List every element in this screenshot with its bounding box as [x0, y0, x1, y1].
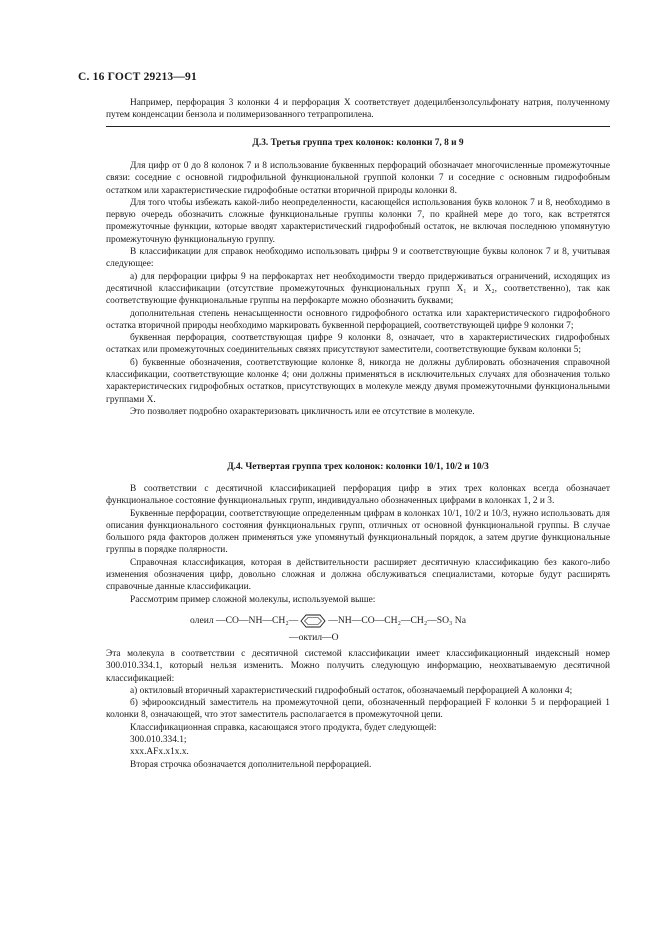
d3-paragraph-4: а) для перфорации цифры 9 на перфокартах нет необходимости твердо придерживаться ограничений, исходящих из десятичной классификации (отсутствие промежуточных функциональных групп X₁ и X₂, соответственно), так как соответствующие функциональные группы на перфокарте можно обозначить буквами; [106, 271, 610, 307]
formula-substituent: —октил—O [289, 632, 339, 643]
d4-paragraph-2: Буквенные перфорации, соответствующие определенным цифрам в колонках 10/1, 10/2 и 10/3, нужно использовать для описания функционального состояния функциональных групп, отличных от основной функциональной группы. В случае большого ряда факторов должен применяться уже упомянутый функциональный порядок, а затем другие функциональные группы в порядке полярности. [106, 508, 610, 556]
d3-paragraph-5: дополнительная степень ненасыщенности основного гидрофобного остатка или характеристического гидрофобного остатка вторичной природы необходимо маркировать буквенной перфорацией, соответствующей цифре 9 колонки 7; [106, 308, 610, 331]
d3-paragraph-6: буквенная перфорация, соответствующая цифре 9 колонки 8, означает, что в характеристических гидрофобных остатках или промежуточных соединительных связях присутствуют заместители, соответствующие буквам колонки 5; [106, 333, 610, 356]
intro-paragraph: Например, перфорация 3 колонки 4 и перфорация X соответствует додецилбензолсульфонату натрия, полученному путем конденсации бензола и полимеризованного тетрапропилена. [106, 98, 610, 121]
section-d3-body [106, 160, 610, 418]
section-d4-body [106, 483, 610, 606]
d3-paragraph-7: б) буквенные обозначения, соответствующие колонке 8, никогда не должны дублировать обозначения справочной классификации, соответствующие колонке 4; они должны применяться в исключительных случаях для обозначения только характеристических гидрофобных остатков, присутствующих в молекуле между двумя промежуточными функциональными группами X. [106, 357, 610, 405]
divider-top [106, 126, 610, 127]
formula-right: —NH—CO—CH₂—CH₂—SO₃ Na [328, 615, 466, 627]
d4-paragraph-4: Рассмотрим пример сложной молекулы, используемой выше: [130, 594, 376, 605]
molecule-formula [190, 614, 466, 628]
d3-paragraph-2: Для того чтобы избежать какой-либо неопределенности, касающейся использования букв колонок 7 и 8, необходимо в первую очередь обозначить сложные функциональные группы колонки 7, по крайней мере до того, как встретятся промежуточные функции, которые вводят характеристический гидрофобный остаток, не включая последнюю упомянутую промежуточную функциональную группу. [106, 197, 610, 245]
d4-after-1: Эта молекула в соответствии с десятичной системой классификации имеет классификационный индексный номер 300.010.334.1, который нельзя изменить. Можно получить следующую информацию, неохватываемую десятичной классификацией: [106, 649, 610, 684]
d3-paragraph-3: В классификации для справок необходимо использовать цифры 9 и соответствующие буквы колонок 7 и 8, учитывая следующее: [106, 247, 610, 270]
d3-paragraph-1: Для цифр от 0 до 8 колонок 7 и 8 использование буквенных перфораций обозначает многочисленные промежуточные связи: соседние с основной гидрофильной функциональной группой колонки 7 и соседние с основным гидрофобным остатком или характеристические гидрофобные остатки вторичной природы колонки 8. [106, 161, 610, 196]
section-d4-heading: Д.4. Четвертая группа трех колонок: колонки 10/1, 10/2 и 10/3 [227, 462, 489, 472]
benzene-ring-icon [300, 614, 326, 628]
section-d3-heading: Д.3. Третья группа трех колонок: колонки 7, 8 и 9 [252, 138, 464, 148]
d4-paragraph-1: В соответствии с десятичной классификацией перфорация цифр в этих трех колонках всегда обозначает функциональное состояние функциональных групп, индивидуально обозначенных цифрами в колонках 1, 2 и 3. [106, 484, 610, 507]
d4-after-3: б) эфирооксидный заместитель на промежуточной цепи, обозначенный перфорацией F колонки 5 и перфорацией 1 колонки 8, означающей, что этот заместитель располагается в промежуточной цепи. [106, 698, 610, 721]
page-header: С. 16 ГОСТ 29213—91 [78, 71, 197, 83]
d4-after-5: 300.010.334.1; [130, 735, 187, 746]
formula-left: олеил —CO—NH—CH₂— [190, 615, 299, 627]
d3-paragraph-8: Это позволяет подробно охарактеризовать цикличность или ее отсутствие в молекуле. [130, 406, 475, 417]
d4-paragraph-3: Справочная классификация, которая в действительности расширяет десятичную классификацию без какого-либо изменения обозначения цифр, довольно сложная и должна обслуживаться специалистами, которые будут расширять справочные данные классификации. [106, 557, 610, 593]
d4-after-6: xxx.AFx.x1x.x. [130, 747, 189, 758]
intro-block [106, 97, 610, 122]
d4-after-4: Классификационная справка, касающаяся этого продукта, будет следующей: [130, 722, 437, 733]
section-d4-after [106, 648, 610, 771]
d4-after-2: а) октиловый вторичный характеристический гидрофобный остаток, обозначаемый перфорацией A колонки 4; [130, 685, 573, 696]
d4-after-7: Вторая строчка обозначается дополнительной перфорацией. [130, 759, 372, 770]
